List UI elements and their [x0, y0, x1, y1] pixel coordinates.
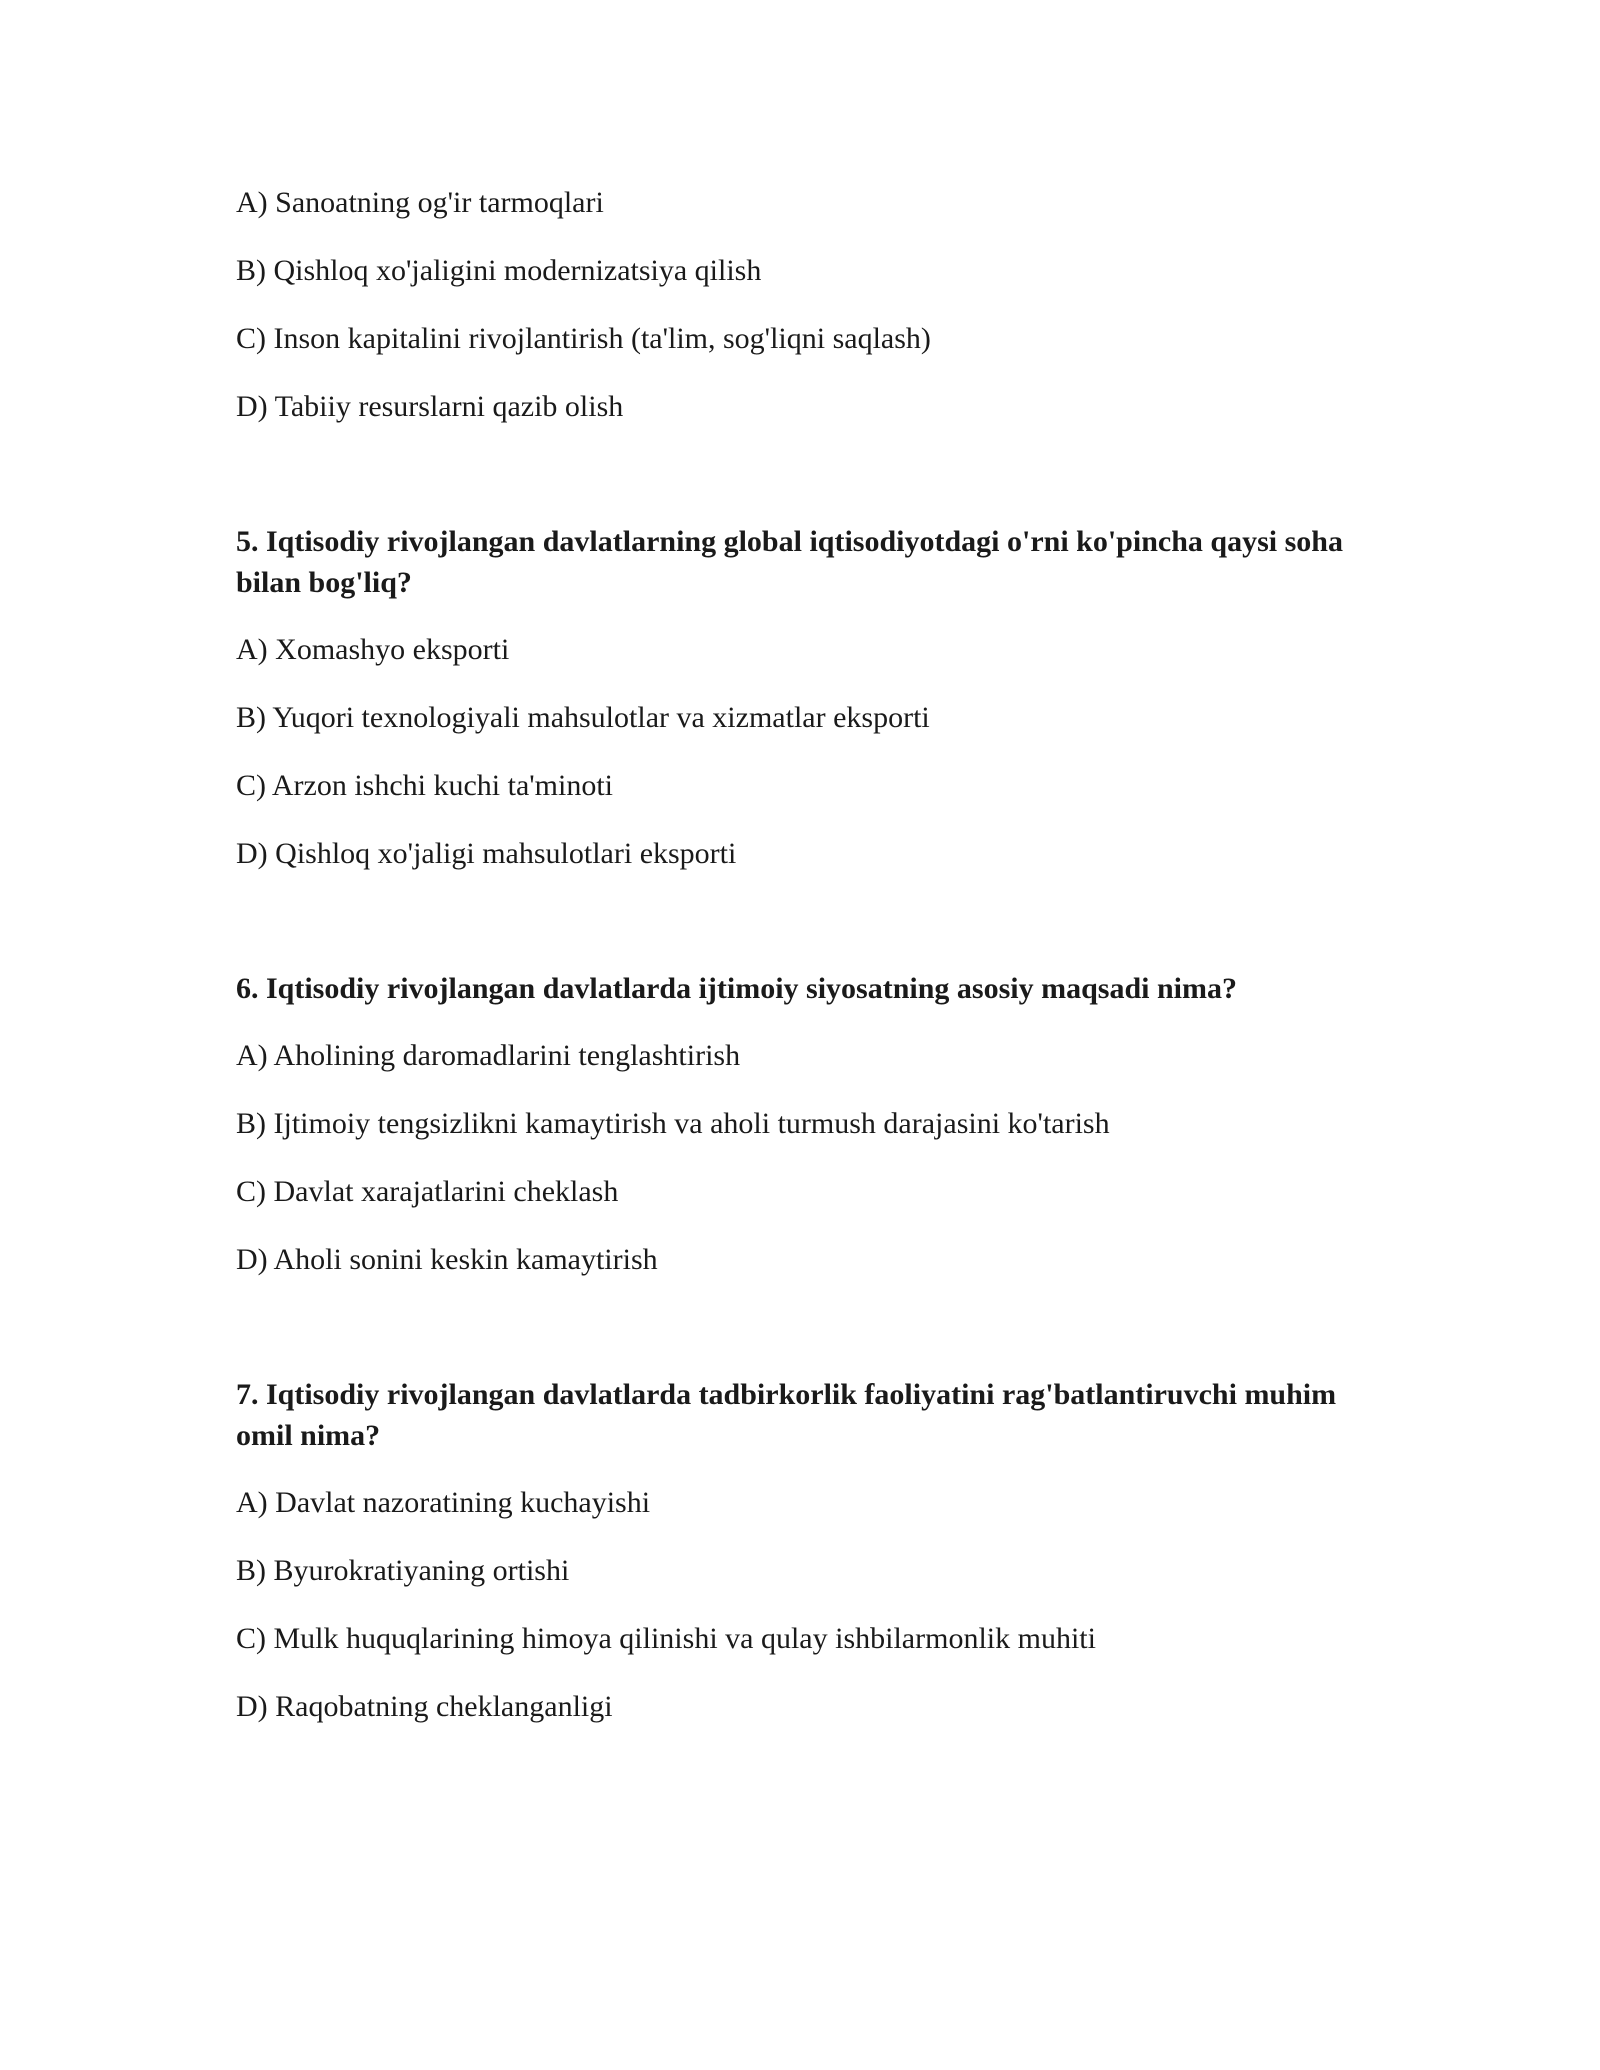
- answer-option-b: B) Qishloq xo'jaligini modernizatsiya qilish: [236, 254, 762, 287]
- answer-option-b: B) Byurokratiyaning ortishi: [236, 1554, 570, 1587]
- answer-option-d: D) Tabiiy resurslarni qazib olish: [236, 390, 624, 423]
- question-5-text: 5. Iqtisodiy rivojlangan davlatlarning global iqtisodiyotdagi o'rni ko'pincha qaysi soha bilan bog'liq?: [236, 525, 1343, 599]
- answer-option-a: A) Davlat nazoratining kuchayishi: [236, 1486, 651, 1519]
- answer-option-b: B) Yuqori texnologiyali mahsulotlar va xizmatlar eksporti: [236, 701, 930, 734]
- question-7-text: 7. Iqtisodiy rivojlangan davlatlarda tadbirkorlik faoliyatini rag'batlantiruvchi muhim omil nima?: [236, 1378, 1337, 1452]
- question-6-text: 6. Iqtisodiy rivojlangan davlatlarda ijtimoiy siyosatning asosiy maqsadi nima?: [236, 972, 1237, 1005]
- answer-option-c: C) Mulk huquqlarining himoya qilinishi va qulay ishbilarmonlik muhiti: [236, 1622, 1096, 1655]
- answer-option-c: C) Davlat xarajatlarini cheklash: [236, 1175, 619, 1208]
- answer-option-d: D) Qishloq xo'jaligi mahsulotlari eksporti: [236, 837, 737, 870]
- answer-option-a: A) Sanoatning og'ir tarmoqlari: [236, 186, 604, 219]
- quiz-content: [236, 183, 1376, 1755]
- question-block-7: [236, 1374, 1376, 1727]
- answer-option-b: B) Ijtimoiy tengsizlikni kamaytirish va aholi turmush darajasini ko'tarish: [236, 1107, 1110, 1140]
- answer-option-a: A) Xomashyo eksporti: [236, 633, 510, 666]
- answer-option-a: A) Aholining daromadlarini tenglashtirish: [236, 1039, 741, 1072]
- question-block-4-continued: [236, 183, 1376, 427]
- question-block-5: [236, 521, 1376, 874]
- answer-option-d: D) Aholi sonini keskin kamaytirish: [236, 1243, 658, 1276]
- answer-option-d: D) Raqobatning cheklanganligi: [236, 1690, 613, 1723]
- question-block-6: [236, 968, 1376, 1280]
- answer-option-c: C) Arzon ishchi kuchi ta'minoti: [236, 769, 614, 802]
- answer-option-c: C) Inson kapitalini rivojlantirish (ta'lim, sog'liqni saqlash): [236, 322, 931, 355]
